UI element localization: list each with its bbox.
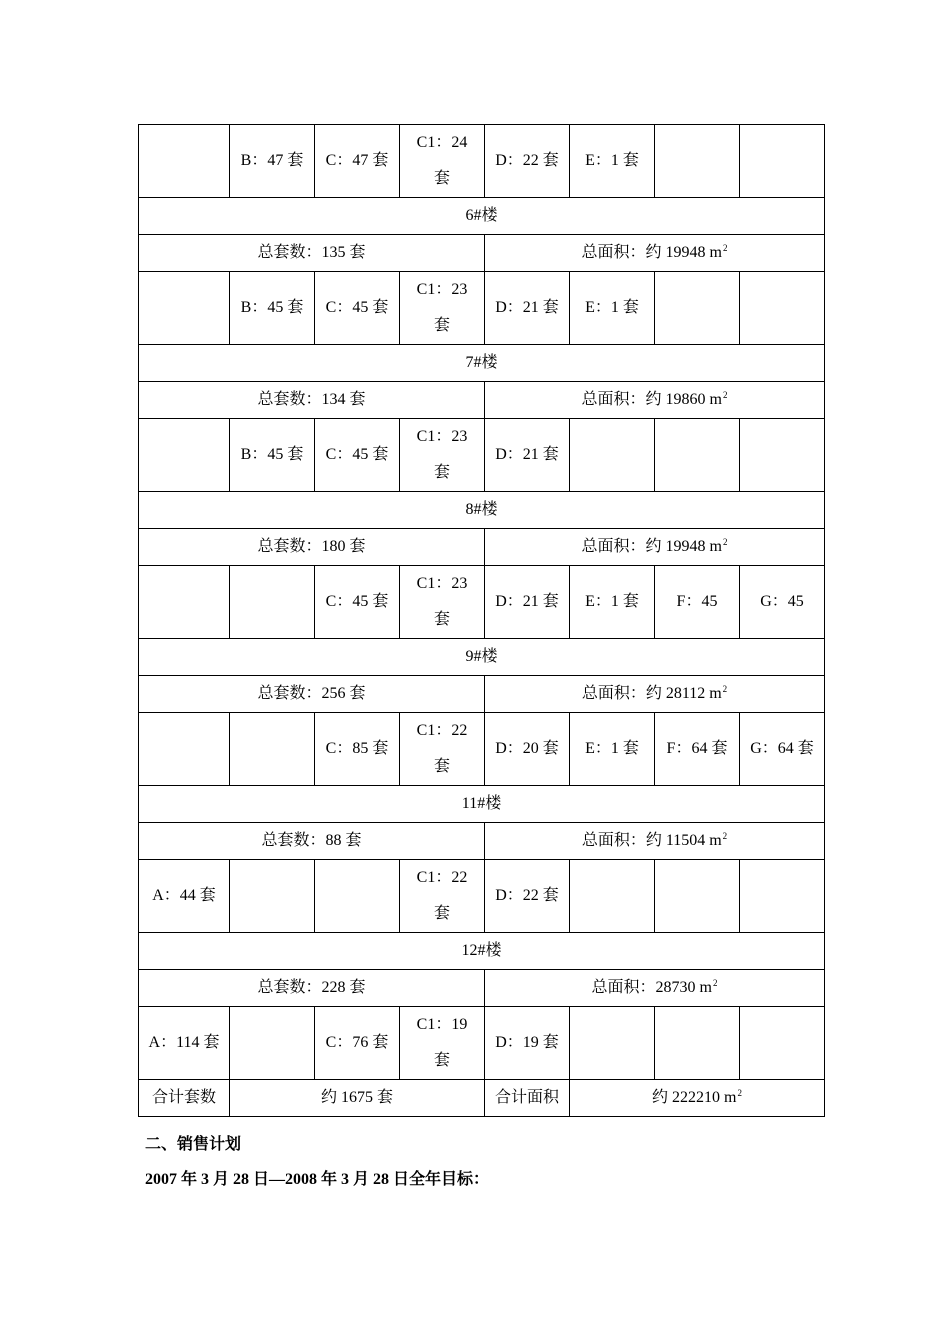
unit-cell bbox=[570, 860, 655, 933]
unit-cell bbox=[230, 713, 315, 786]
unit-row bbox=[139, 1007, 825, 1080]
building-title: 7#楼 bbox=[139, 345, 825, 382]
unit-cell bbox=[655, 860, 740, 933]
building-title: 9#楼 bbox=[139, 639, 825, 676]
total-area-cell: 总面积：28730 $m^2$ bbox=[485, 970, 825, 1007]
unit-cell: C1：23 套 bbox=[400, 419, 485, 492]
unit-cell bbox=[740, 125, 825, 198]
unit-cell: C1：24 套 bbox=[400, 125, 485, 198]
unit-cell: C：85 套 bbox=[315, 713, 400, 786]
unit-cell: E：1 套 bbox=[570, 713, 655, 786]
building-title: 11#楼 bbox=[139, 786, 825, 823]
unit-cell bbox=[655, 419, 740, 492]
unit-row bbox=[139, 566, 825, 639]
building-summary-row bbox=[139, 970, 825, 1007]
total-units-cell: 总套数：180 套 bbox=[139, 529, 485, 566]
total-area-cell: 总面积：约 19948 $m^2$ bbox=[485, 235, 825, 272]
unit-cell: C1：22 套 bbox=[400, 713, 485, 786]
unit-cell bbox=[230, 860, 315, 933]
unit-cell: C：47 套 bbox=[315, 125, 400, 198]
unit-cell: D：20 套 bbox=[485, 713, 570, 786]
total-units-cell: 总套数：228 套 bbox=[139, 970, 485, 1007]
building-summary-row bbox=[139, 235, 825, 272]
unit-cell: D：22 套 bbox=[485, 125, 570, 198]
unit-row bbox=[139, 860, 825, 933]
unit-cell: E：1 套 bbox=[570, 125, 655, 198]
unit-cell bbox=[655, 125, 740, 198]
building-title-row bbox=[139, 492, 825, 529]
table-body bbox=[139, 125, 825, 1117]
unit-row bbox=[139, 125, 825, 198]
unit-cell: A：44 套 bbox=[139, 860, 230, 933]
total-area-cell: 总面积：约 19948 $m^2$ bbox=[485, 529, 825, 566]
building-title-row bbox=[139, 639, 825, 676]
unit-cell: C：45 套 bbox=[315, 419, 400, 492]
unit-cell: D：22 套 bbox=[485, 860, 570, 933]
unit-cell: C1：23 套 bbox=[400, 566, 485, 639]
unit-cell: F：64 套 bbox=[655, 713, 740, 786]
unit-cell bbox=[740, 272, 825, 345]
building-title-row bbox=[139, 198, 825, 235]
unit-row bbox=[139, 419, 825, 492]
section-heading-sales-plan: 二、销售计划 bbox=[145, 1136, 242, 1153]
building-summary-row bbox=[139, 382, 825, 419]
unit-cell bbox=[740, 1007, 825, 1080]
totals-row bbox=[139, 1080, 825, 1117]
annual-target-heading: 2007 年 3 月 28 日—2008 年 3 月 28 日全年目标： bbox=[145, 1171, 490, 1188]
unit-cell bbox=[139, 125, 230, 198]
unit-row bbox=[139, 713, 825, 786]
building-title: 8#楼 bbox=[139, 492, 825, 529]
unit-cell: C1：23 套 bbox=[400, 272, 485, 345]
unit-cell bbox=[655, 272, 740, 345]
unit-cell: B：47 套 bbox=[230, 125, 315, 198]
unit-cell bbox=[740, 860, 825, 933]
unit-cell: D：21 套 bbox=[485, 419, 570, 492]
building-summary-row bbox=[139, 529, 825, 566]
unit-cell: C：45 套 bbox=[315, 272, 400, 345]
unit-cell: C：45 套 bbox=[315, 566, 400, 639]
unit-cell bbox=[139, 419, 230, 492]
unit-cell: D：19 套 bbox=[485, 1007, 570, 1080]
building-title: 12#楼 bbox=[139, 933, 825, 970]
unit-cell: B：45 套 bbox=[230, 272, 315, 345]
unit-cell: A：114 套 bbox=[139, 1007, 230, 1080]
total-area-cell: 总面积：约 11504 $m^2$ bbox=[485, 823, 825, 860]
total-area-cell: 总面积：约 19860 $m^2$ bbox=[485, 382, 825, 419]
unit-cell: C：76 套 bbox=[315, 1007, 400, 1080]
total-area-value: 约 222210 $m^2$ bbox=[570, 1080, 825, 1117]
unit-cell: G：64 套 bbox=[740, 713, 825, 786]
building-summary-row bbox=[139, 676, 825, 713]
building-title-row bbox=[139, 933, 825, 970]
building-title-row bbox=[139, 345, 825, 382]
total-count-value: 约 1675 套 bbox=[230, 1080, 485, 1117]
unit-cell bbox=[315, 860, 400, 933]
unit-row bbox=[139, 272, 825, 345]
total-units-cell: 总套数：88 套 bbox=[139, 823, 485, 860]
total-units-cell: 总套数：134 套 bbox=[139, 382, 485, 419]
total-units-cell: 总套数：256 套 bbox=[139, 676, 485, 713]
unit-cell: E：1 套 bbox=[570, 566, 655, 639]
total-area-label: 合计面积 bbox=[485, 1080, 570, 1117]
unit-cell: D：21 套 bbox=[485, 272, 570, 345]
unit-cell bbox=[570, 1007, 655, 1080]
total-count-label: 合计套数 bbox=[139, 1080, 230, 1117]
unit-cell bbox=[230, 566, 315, 639]
total-area-cell: 总面积：约 28112 $m^2$ bbox=[485, 676, 825, 713]
unit-cell: C1：22 套 bbox=[400, 860, 485, 933]
total-units-cell: 总套数：135 套 bbox=[139, 235, 485, 272]
unit-cell: F：45 bbox=[655, 566, 740, 639]
unit-cell bbox=[570, 419, 655, 492]
unit-cell: D：21 套 bbox=[485, 566, 570, 639]
building-units-table bbox=[138, 124, 825, 1117]
building-title: 6#楼 bbox=[139, 198, 825, 235]
unit-cell bbox=[655, 1007, 740, 1080]
unit-cell: E：1 套 bbox=[570, 272, 655, 345]
building-title-row bbox=[139, 786, 825, 823]
unit-cell bbox=[139, 713, 230, 786]
unit-cell: G：45 bbox=[740, 566, 825, 639]
unit-cell bbox=[230, 1007, 315, 1080]
unit-cell bbox=[139, 272, 230, 345]
building-summary-row bbox=[139, 823, 825, 860]
unit-cell bbox=[139, 566, 230, 639]
unit-cell: C1：19 套 bbox=[400, 1007, 485, 1080]
unit-cell bbox=[740, 419, 825, 492]
unit-cell: B：45 套 bbox=[230, 419, 315, 492]
